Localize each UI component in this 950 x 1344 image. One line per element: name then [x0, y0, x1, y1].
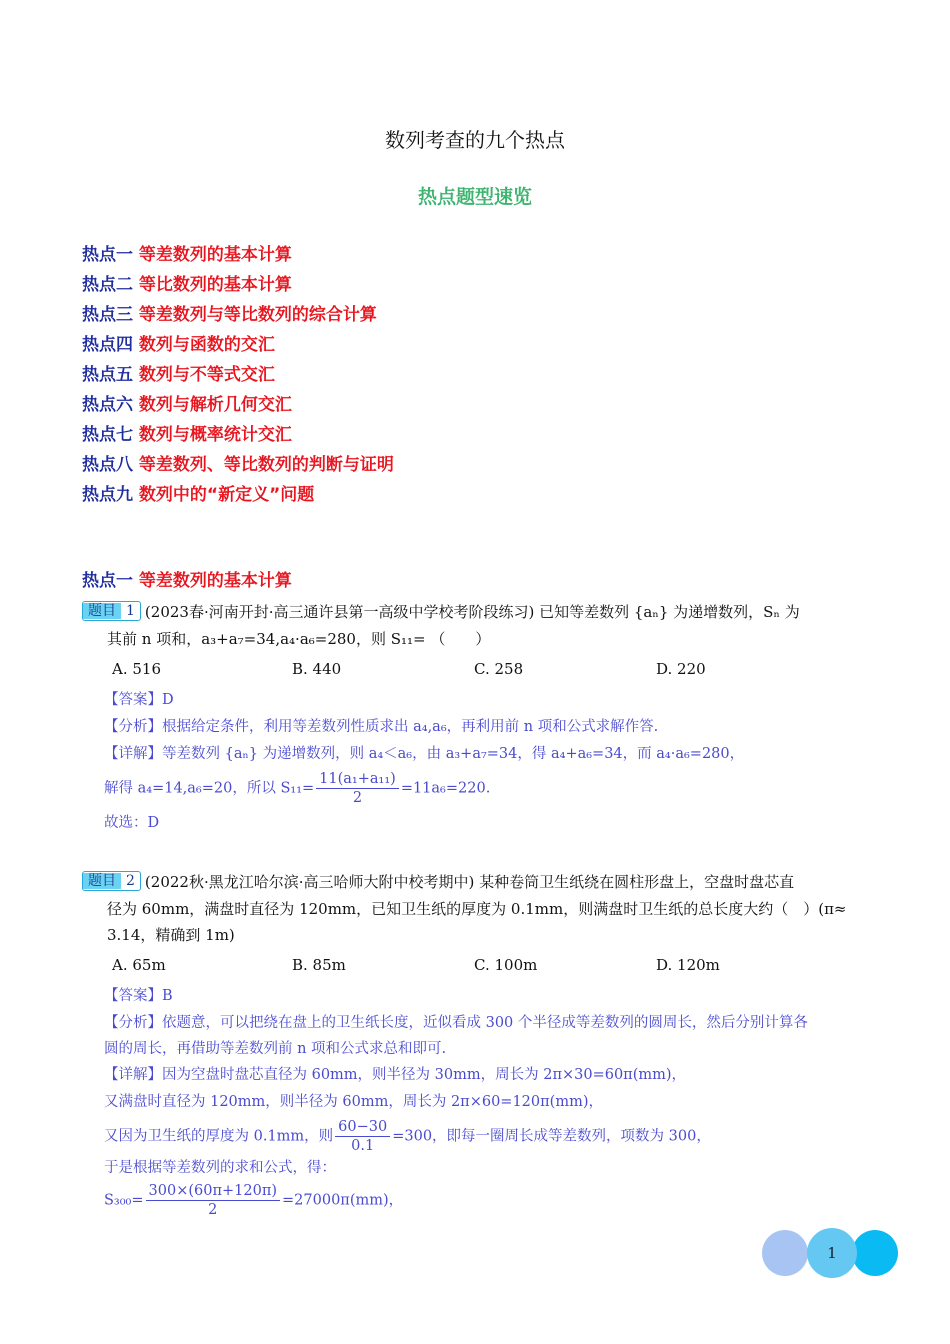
question-2-line-3: 3.14，精确到 1m): [107, 926, 235, 944]
choice-c: C. 100m: [474, 956, 538, 974]
analysis: 【分析】根据给定条件，利用等差数列性质求出 a₄,a₆，再利用前 n 项和公式求解作答.: [104, 719, 659, 735]
detail-line-formula: S₃₀₀= $\frac{300\times(60\pi+120\pi)}{2}$ =27000π(mm)，: [104, 1183, 404, 1218]
choice-a: A. 65m: [112, 956, 166, 974]
detail-line: 【详解】等差数列 {aₙ} 为递增数列，则 a₄＜a₆，由 a₃+a₇=34，得 a₄+a₆=34，而 a₄·a₆=280，: [104, 746, 745, 762]
question-2-line-1: 题目 2 (2022秋·黑龙江哈尔滨·高三哈师大附中校考期中) 某种卷筒卫生纸绕在圆柱形盘上，空盘时盘芯直: [82, 869, 794, 895]
detail-line: 于是根据等差数列的求和公式，得：: [104, 1160, 336, 1176]
answer: 【答案】B: [104, 988, 173, 1004]
question-badge: 题目 1: [82, 601, 141, 621]
analysis-cont: 圆的周长，再借助等差数列前 n 项和公式求总和即可.: [104, 1041, 447, 1057]
page-title: 数列考查的九个热点: [385, 128, 565, 152]
analysis: 【分析】依题意，可以把绕在盘上的卫生纸长度，近似看成 300 个半径成等差数列的圆周长，然后分别计算各: [104, 1015, 808, 1031]
question-1-line-2: 其前 n 项和，a₃+a₇=34,a₄·a₆=280，则 S₁₁= （ ）: [107, 630, 491, 648]
toc-item: 热点七 数列与概率统计交汇: [82, 425, 292, 445]
section-heading: 热点一 等差数列的基本计算: [82, 571, 292, 591]
page-subtitle: 热点题型速览: [417, 186, 532, 208]
fraction: $\frac{60-30}{0.1}$: [335, 1118, 390, 1155]
toc-item: 热点一 等差数列的基本计算: [82, 245, 292, 265]
question-badge: 题目 2: [82, 871, 141, 891]
detail-line: 【详解】因为空盘时盘芯直径为 60mm，则半径为 30mm，周长为 2π×30=60π(mm)，: [104, 1067, 687, 1083]
page-circle-decoration: [852, 1230, 898, 1276]
page-number: 1: [807, 1228, 857, 1278]
choice-result: 故选：D: [104, 815, 160, 831]
toc-list: [82, 240, 394, 510]
page-circle-decoration: [762, 1230, 808, 1276]
toc-item: 热点六 数列与解析几何交汇: [82, 395, 292, 415]
detail-line-formula: 解得 a₄=14,a₆=20，所以 S₁₁= $\frac{\text{11(a₁+a₁₁)}}{2}$ =11a₆=220.: [104, 771, 491, 806]
question-2-line-2: 径为 60mm，满盘时直径为 120mm，已知卫生纸的厚度为 0.1mm，则满盘时卫生纸的总长度大约（ ）(π≈: [107, 900, 847, 918]
choice-d: D. 220: [656, 660, 706, 678]
answer: 【答案】D: [104, 692, 174, 708]
toc-item: 热点八 等差数列、等比数列的判断与证明: [82, 455, 394, 475]
detail-line: 又满盘时直径为 120mm，则半径为 60mm，周长为 2π×60=120π(mm)，: [104, 1094, 603, 1110]
choice-a: A. 516: [112, 660, 161, 678]
toc-item: 热点九 数列中的“新定义”问题: [82, 485, 315, 505]
toc-item: 热点五 数列与不等式交汇: [82, 365, 275, 385]
fraction: $\frac{300\times(60\pi+120\pi)}{2}$: [146, 1182, 280, 1219]
choice-c: C. 258: [474, 660, 524, 678]
choice-d: D. 120m: [656, 956, 720, 974]
toc-item: 热点三 等差数列与等比数列的综合计算: [82, 305, 377, 325]
detail-line-formula: 又因为卫生纸的厚度为 0.1mm，则 $\frac{60-30}{0.1}$ =300，即每一圈周长成等差数列，项数为 300，: [104, 1119, 711, 1154]
question-1-line-1: 题目 1 (2023春·河南开封·高三通许县第一高级中学校考阶段练习) 已知等差数列 {aₙ} 为递增数列，Sₙ 为: [82, 599, 800, 625]
toc-item: 热点二 等比数列的基本计算: [82, 275, 292, 295]
toc-item: 热点四 数列与函数的交汇: [82, 335, 275, 355]
choice-b: B. 85m: [292, 956, 346, 974]
choice-b: B. 440: [292, 660, 342, 678]
fraction: $\frac{\text{11(a₁+a₁₁)}}{2}$: [316, 770, 399, 807]
